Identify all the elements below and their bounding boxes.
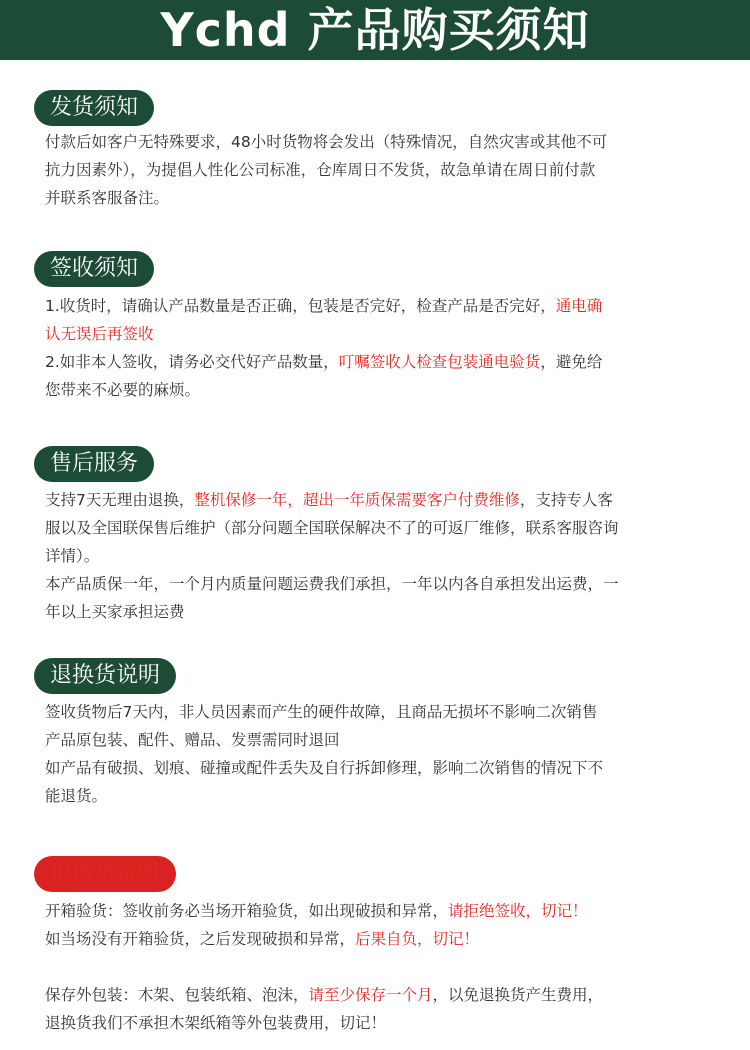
top-banner [0,0,750,60]
text-line: 并联系客服备注。 [45,189,170,207]
page-title: Ychd 产品购买须知 [160,3,590,57]
text-segment: 开箱验货：签收前务必当场开箱验货，如出现破损和异常， [45,902,449,920]
text-segment: ，以免退换货产生费用， [432,986,604,1004]
text-line: 产品原包装、配件、赠品、发票需同时退回 [45,731,340,749]
section-body-returns-notice [45,897,705,1037]
text-line [45,348,705,376]
text-segment: 1.收货时，请确认产品数量是否正确，包装是否完好，检查产品是否完好， [45,297,556,315]
section-title-receipt: 签收须知 [34,251,154,287]
section-body-shipping [45,128,705,212]
text-line: 您带来不必要的麻烦。 [45,381,201,399]
section-title-after-sales: 售后服务 [34,446,154,482]
text-segment: ，支持专人客 [519,491,613,509]
text-line: 服以及全国联保售后维护（部分问题全国联保解决不了的可返厂维修，联系客服咨询 [45,519,619,537]
highlight-text: 后果自负，切记！ [355,930,480,948]
text-segment: 2.如非本人签收，请务必交代好产品数量， [45,353,339,371]
section-body-returns [45,698,705,810]
section-title-shipping: 发货须知 [34,90,154,126]
text-line [45,897,705,925]
text-line: 抗力因素外），为提倡人性化公司标准，仓库周日不发货，故急单请在周日前付款 [45,161,596,179]
text-line: 付款后如客户无特殊要求，48小时货物将会发出（特殊情况，自然灾害或其他不可 [45,133,608,151]
highlight-text: 整机保修一年，超出一年质保需要客户付费维修 [194,491,520,509]
section-title-returns-notice: 退换货说明 [34,856,176,892]
text-line [45,486,705,514]
text-line: 退换货我们不承担木架纸箱等外包装费用，切记！ [45,1014,387,1032]
text-segment: 保存外包装：木架、包装纸箱、泡沫， [45,986,309,1004]
spacer [45,953,705,981]
text-line [45,981,705,1009]
text-segment: ，避免给 [540,353,603,371]
highlight-text: 通电确 [555,297,603,315]
section-title-returns: 退换货说明 [34,658,176,694]
text-line: 签收货物后7天内，非人员因素而产生的硬件故障，且商品无损坏不影响二次销售 [45,703,598,721]
text-line [45,925,705,953]
text-line: 本产品质保一年，一个月内质量问题运费我们承担，一年以内各自承担发出运费，一 [45,575,619,593]
text-line: 如产品有破损、划痕、碰撞或配件丢失及自行拆卸修理，影响二次销售的情况下不 [45,759,604,777]
text-line: 年以上买家承担运费 [45,603,185,621]
text-line: 能退货。 [45,787,108,805]
text-segment: 支持7天无理由退换， [45,491,195,509]
section-body-receipt [45,292,705,404]
section-body-after-sales [45,486,705,626]
highlight-text: 叮嘱签收人检查包装通电验货 [338,353,541,371]
text-line: 详情）。 [45,547,100,565]
text-segment: 如当场没有开箱验货，之后发现破损和异常， [45,930,356,948]
highlight-text: 请至少保存一个月 [308,986,433,1004]
highlight-text: 请拒绝签收，切记！ [448,902,588,920]
highlight-text: 认无误后再签收 [45,325,154,343]
text-line [45,292,705,320]
